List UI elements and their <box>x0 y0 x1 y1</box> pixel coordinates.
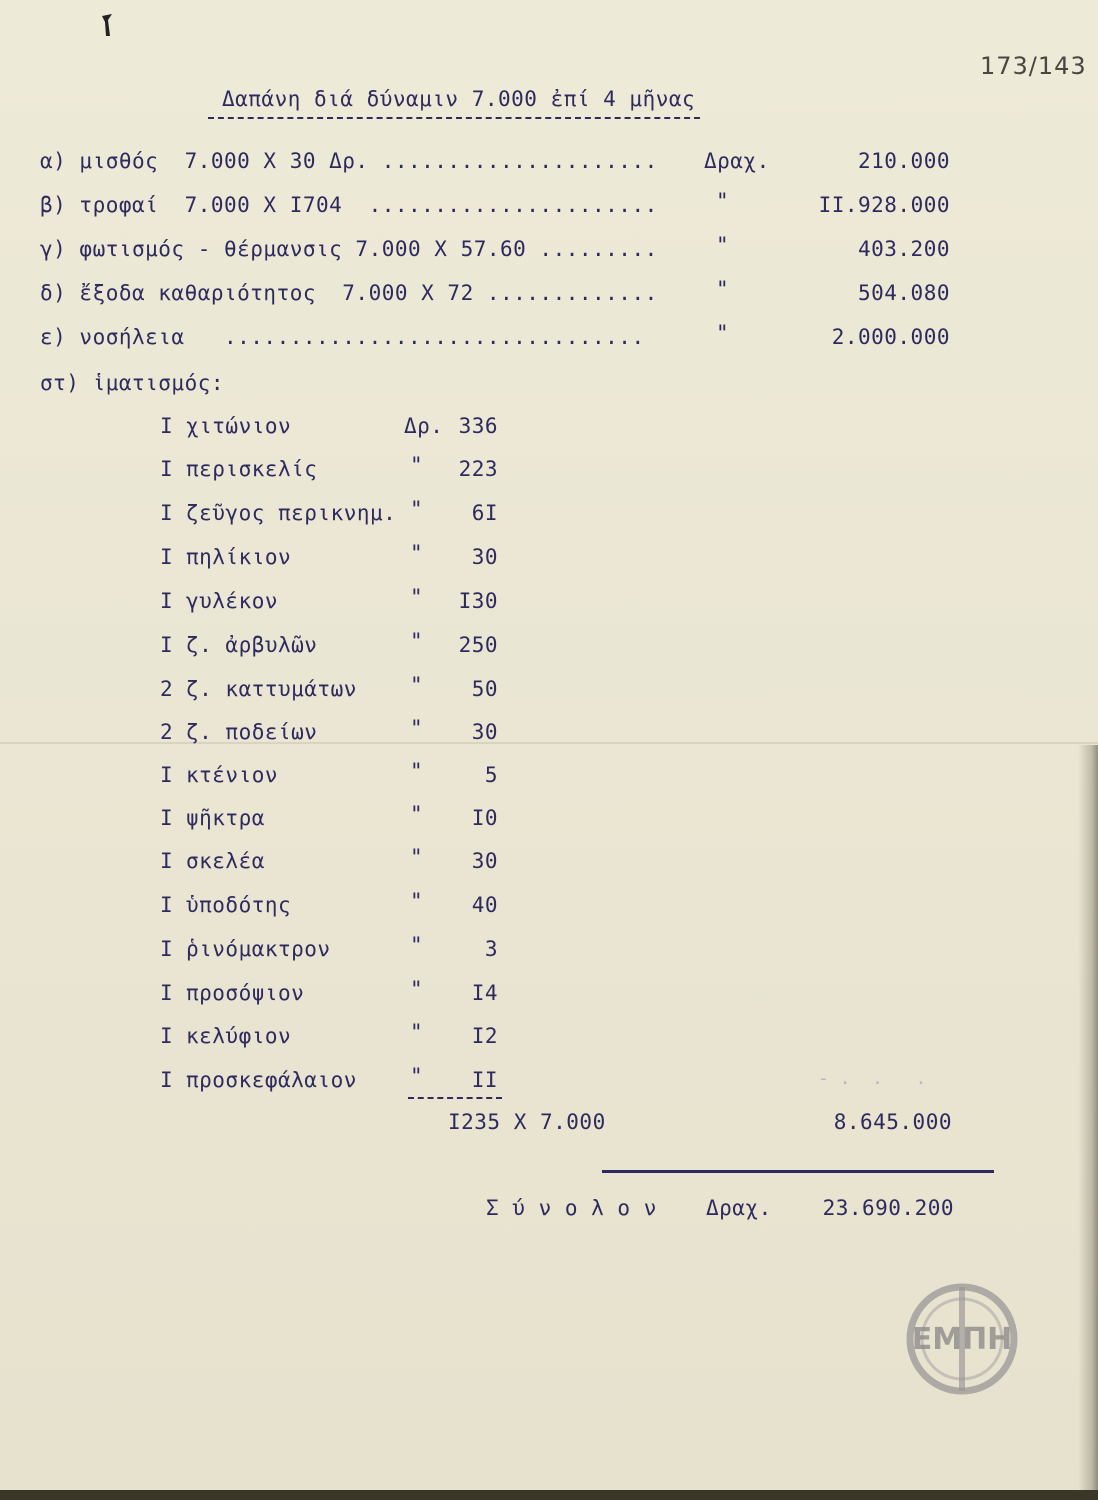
clothing-name: πηλίκιον <box>186 545 292 569</box>
clothing-qty: Ι <box>160 981 174 1005</box>
clothing-unit: " <box>410 497 424 521</box>
clothing-price: Ι0 <box>471 806 498 830</box>
clothing-qty: Ι <box>160 414 174 438</box>
clothing-name: σκελέα <box>186 849 265 873</box>
grand-total-amount: 23.690.200 <box>822 1196 954 1220</box>
clothing-unit: " <box>410 1064 424 1088</box>
main-item-label: γ) φωτισμός - θέρμανσις 7.000 Χ 57.60 ......... <box>40 237 658 261</box>
clothing-name: ζ. ποδείων <box>186 720 318 744</box>
clothing-name: χιτώνιον <box>186 414 292 438</box>
main-item-unit: " <box>716 277 730 301</box>
clothing-qty: Ι <box>160 937 174 961</box>
clothing-unit: " <box>410 585 424 609</box>
clothing-unit: " <box>410 977 424 1001</box>
clothing-name: γυλέκον <box>186 589 279 613</box>
clothing-qty: Ι <box>160 849 174 873</box>
clothing-price: 250 <box>458 633 498 657</box>
clothing-unit: " <box>410 453 424 477</box>
clothing-price: Ι30 <box>458 589 498 613</box>
archive-number: 173/143 <box>980 52 1087 80</box>
clothing-price: 30 <box>471 849 498 873</box>
grand-total-label: Σ ύ ν ο λ ο ν <box>486 1196 657 1220</box>
main-item-label: δ) ἔξοδα καθαριότητος 7.000 Χ 72 ............. <box>40 281 658 305</box>
clothing-qty: Ι <box>160 501 174 525</box>
clothing-name: ῥινόμακτρον <box>186 937 331 961</box>
clothing-qty: Ι <box>160 763 174 787</box>
clothing-qty: Ι <box>160 589 174 613</box>
main-item-label: β) τροφαί 7.000 Χ Ι704 ...................... <box>40 193 658 217</box>
clothing-qty: Ι <box>160 545 174 569</box>
clothing-qty: 2 <box>160 720 174 744</box>
clothing-price: Ι4 <box>471 981 498 1005</box>
clothing-qty: 2 <box>160 677 174 701</box>
clothing-name: ὑποδότης <box>186 893 292 917</box>
clothing-price: Ι2 <box>471 1024 498 1048</box>
main-item-amount: 210.000 <box>857 149 950 173</box>
grand-total-rule <box>602 1170 994 1173</box>
clothing-price: 5 <box>484 763 498 787</box>
main-item-amount: 403.200 <box>857 237 950 261</box>
clothing-unit: " <box>410 716 424 740</box>
title-underline <box>208 117 700 119</box>
clothing-price: 3 <box>484 937 498 961</box>
clothing-unit: " <box>410 845 424 869</box>
main-item-amount: 504.080 <box>857 281 950 305</box>
clothing-unit: Δρ. <box>404 414 444 438</box>
clothing-name: κτένιον <box>186 763 279 787</box>
clothing-name: ζ. ἀρβυλῶν <box>186 633 318 657</box>
clothing-unit: " <box>410 889 424 913</box>
clothing-name: προσκεφάλαιον <box>186 1068 357 1092</box>
clothing-unit: " <box>410 673 424 697</box>
ink-mark-icon <box>98 12 116 38</box>
clothing-total-amount: 8.645.000 <box>833 1110 952 1134</box>
main-item-label: α) μισθός 7.000 Χ 30 Δρ. ..................... <box>40 149 658 173</box>
faint-overwrite-mark: - . . . <box>818 1068 927 1089</box>
clothing-unit: " <box>410 1020 424 1044</box>
main-item-label: ε) νοσήλεια ................................ <box>40 325 645 349</box>
clothing-header: στ) ἱματισμός: <box>40 371 225 395</box>
subtotal-underline <box>408 1097 502 1099</box>
main-item-unit: Δραχ. <box>704 149 770 173</box>
clothing-price: ΙΙ <box>471 1068 498 1092</box>
clothing-qty: Ι <box>160 457 174 481</box>
clothing-qty: Ι <box>160 1024 174 1048</box>
clothing-name: κελύφιον <box>186 1024 292 1048</box>
clothing-unit: " <box>410 759 424 783</box>
clothing-qty: Ι <box>160 633 174 657</box>
document-title: Δαπάνη διά δύναμιν 7.000 ἐπί 4 μῆνας <box>222 87 696 111</box>
grand-total-unit: Δραχ. <box>706 1196 772 1220</box>
clothing-name: ζ. καττυμάτων <box>186 677 357 701</box>
main-item-unit: " <box>716 189 730 213</box>
clothing-unit: " <box>410 629 424 653</box>
clothing-name: προσόψιον <box>186 981 305 1005</box>
clothing-price: 30 <box>471 720 498 744</box>
clothing-price: 40 <box>471 893 498 917</box>
stamp-text: ΕΜΠΗ <box>911 1322 1013 1357</box>
clothing-name: ζεῦγος περικνημ. <box>186 501 397 525</box>
clothing-price: 30 <box>471 545 498 569</box>
main-item-amount: 2.000.000 <box>831 325 950 349</box>
archive-stamp-icon <box>906 1283 1018 1395</box>
main-item-amount: ΙΙ.928.000 <box>818 193 950 217</box>
clothing-qty: Ι <box>160 893 174 917</box>
clothing-total-formula: Ι235 Χ 7.000 <box>448 1110 606 1134</box>
main-item-unit: " <box>716 321 730 345</box>
clothing-name: περισκελίς <box>186 457 318 481</box>
clothing-price: 50 <box>471 677 498 701</box>
clothing-unit: " <box>410 933 424 957</box>
clothing-price: 223 <box>458 457 498 481</box>
main-item-unit: " <box>716 233 730 257</box>
clothing-name: ψῆκτρα <box>186 806 265 830</box>
clothing-qty: Ι <box>160 1068 174 1092</box>
bottom-edge <box>0 1490 1098 1500</box>
clothing-price: 6Ι <box>471 501 498 525</box>
page-edge-shadow <box>1078 745 1098 1500</box>
clothing-unit: " <box>410 802 424 826</box>
clothing-price: 336 <box>458 414 498 438</box>
clothing-qty: Ι <box>160 806 174 830</box>
clothing-unit: " <box>410 541 424 565</box>
